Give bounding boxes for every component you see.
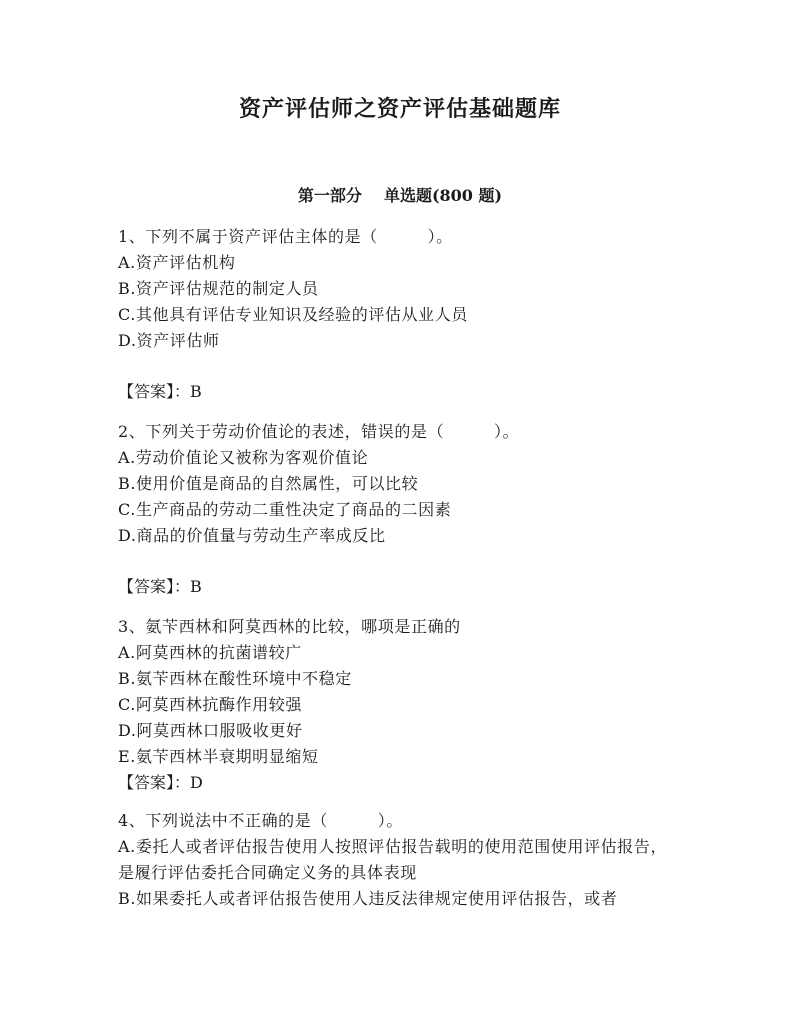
- option-c: C.生产商品的劳动二重性决定了商品的二因素: [118, 500, 452, 519]
- section-part: 第一部分: [297, 186, 362, 205]
- answer-label: 【答案】：B: [118, 382, 202, 401]
- option-e: E.氨苄西林半衰期明显缩短: [118, 747, 319, 766]
- question-2: [118, 419, 678, 600]
- question-stem: 4、下列说法中不正确的是（ ）。: [118, 811, 403, 830]
- option-b: B.使用价值是商品的自然属性，可以比较: [118, 474, 419, 493]
- question-3: [118, 614, 678, 796]
- option-c: C.其他具有评估专业知识及经验的评估从业人员: [118, 305, 468, 324]
- option-b: B.资产评估规范的制定人员: [118, 279, 319, 298]
- option-b: B.氨苄西林在酸性环境中不稳定: [118, 669, 352, 688]
- question-stem: 1、下列不属于资产评估主体的是（ ）。: [118, 227, 453, 246]
- option-d: D.阿莫西林口服吸收更好: [118, 721, 303, 740]
- section-title: [0, 183, 800, 206]
- option-a: A.委托人或者评估报告使用人按照评估报告载明的使用范围使用评估报告，是履行评估委托合同确定义务的具体表现: [118, 837, 668, 882]
- option-a: A.劳动价值论又被称为客观价值论: [118, 448, 369, 467]
- option-a: A.资产评估机构: [118, 253, 236, 272]
- option-c: C.阿莫西林抗酶作用较强: [118, 695, 302, 714]
- question-stem: 3、氨苄西林和阿莫西林的比较，哪项是正确的: [118, 617, 461, 636]
- answer-label: 【答案】：D: [118, 773, 203, 792]
- answer-label: 【答案】：B: [118, 577, 202, 596]
- question-4: [118, 808, 678, 912]
- option-d: D.资产评估师: [118, 331, 220, 350]
- document-title: 资产评估师之资产评估基础题库: [238, 96, 561, 122]
- question-list: [118, 224, 678, 912]
- section-name: 单选题(800 题): [383, 186, 503, 205]
- option-b: B.如果委托人或者评估报告使用人违反法律规定使用评估报告，或者: [118, 889, 618, 908]
- option-a: A.阿莫西林的抗菌谱较广: [118, 643, 302, 662]
- question-stem: 2、下列关于劳动价值论的表述，错误的是（ ）。: [118, 422, 520, 441]
- question-1: [118, 224, 678, 405]
- option-d: D.商品的价值量与劳动生产率成反比: [118, 526, 386, 545]
